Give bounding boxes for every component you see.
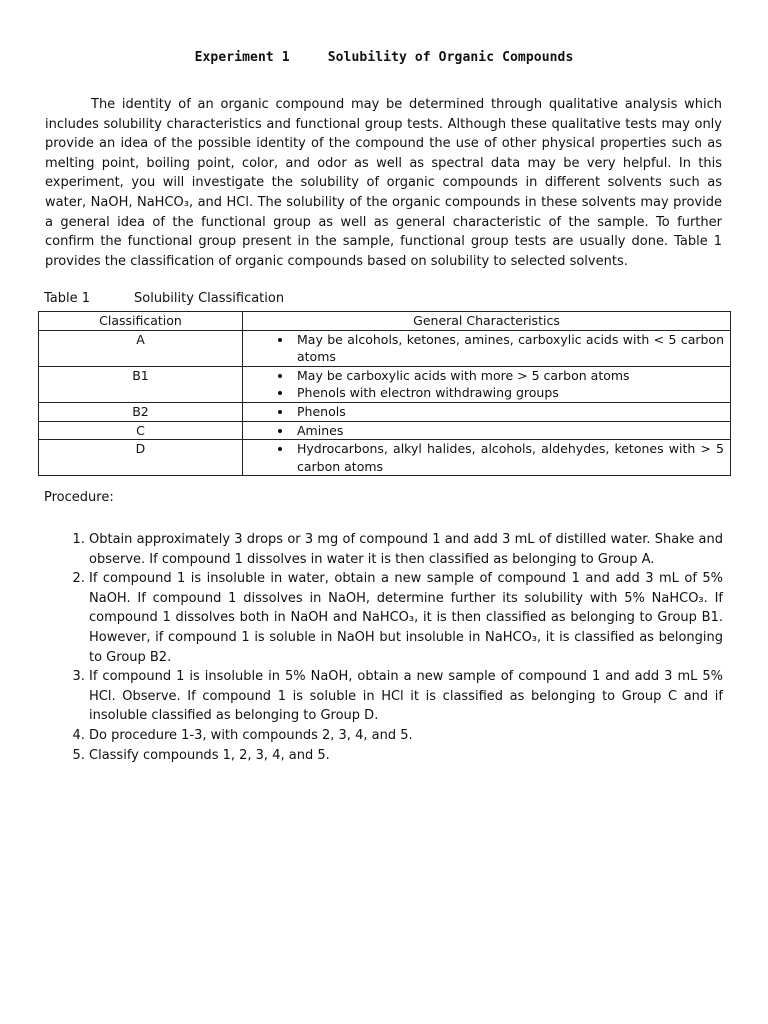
experiment-title: Solubility of Organic Compounds [327, 50, 574, 65]
table-caption [44, 291, 284, 306]
table-row [39, 421, 731, 440]
procedure-step: 1. Obtain approximately 3 drops or 3 mg of compound 1 and add 3 mL of distilled water. Shake and observe. If compound 1 dissolves in water it is then classified as belonging to Group A. [89, 530, 723, 569]
procedure-list [45, 530, 723, 765]
classification-cell: A [39, 330, 243, 366]
procedure-step: 4. Do procedure 1-3, with compounds 2, 3, 4, and 5. [89, 726, 723, 746]
characteristic-item: • May be alcohols, ketones, amines, carboxylic acids with < 5 carbon atoms [293, 331, 724, 366]
table-row [39, 366, 731, 402]
characteristic-item: • Phenols [293, 403, 724, 421]
classification-cell: C [39, 421, 243, 440]
experiment-number: Experiment 1 [194, 50, 290, 65]
characteristic-item: • Amines [293, 422, 724, 440]
table-label: Table 1 [44, 291, 91, 306]
characteristic-item: • Phenols with electron withdrawing groups [293, 384, 724, 402]
table-row [39, 330, 731, 366]
procedure-heading: Procedure: [44, 490, 114, 505]
table-header-row [39, 312, 731, 331]
characteristic-item: • May be carboxylic acids with more > 5 carbon atoms [293, 367, 724, 385]
characteristics-cell [243, 402, 731, 421]
header-general-characteristics: General Characteristics [243, 312, 731, 331]
characteristics-cell [243, 440, 731, 476]
solubility-table [38, 311, 731, 476]
classification-cell: D [39, 440, 243, 476]
classification-cell: B2 [39, 402, 243, 421]
classification-cell: B1 [39, 366, 243, 402]
table-caption-text: Solubility Classification [134, 291, 285, 306]
procedure-step: 5. Classify compounds 1, 2, 3, 4, and 5. [89, 746, 723, 766]
characteristics-cell [243, 330, 731, 366]
procedure-step: 2. If compound 1 is insoluble in water, obtain a new sample of compound 1 and add 3 mL of 5% NaOH. If compound 1 dissolves in NaOH, determine further its solubility with 5% NaHCO₃. If compound 1 dissolves both in NaOH and NaHCO₃, it is then classified as belonging to Group B1. However, if compound 1 is soluble in NaOH but insoluble in NaHCO₃, it is classified as belonging to Group B2. [89, 569, 723, 667]
characteristics-cell [243, 421, 731, 440]
characteristics-cell [243, 366, 731, 402]
procedure-step: 3. If compound 1 is insoluble in 5% NaOH, obtain a new sample of compound 1 and add 3 mL 5% HCl. Observe. If compound 1 is soluble in HCl it is classified as belonging to Group C and if insoluble classified as belonging to Group D. [89, 667, 723, 726]
intro-paragraph: The identity of an organic compound may be determined through qualitative analysis which includes solubility characteristics and functional group tests. Although these qualitative tests may only provide an idea of the possible identity of the compound the use of other physical properties such as melting point, boiling point, color, and odor as well as spectral data may be very helpful. In this experiment, you will investigate the solubility of organic compounds in different solvents such as water, NaOH, NaHCO₃, and HCl. The solubility of the organic compounds in these solvents may provide a general idea of the functional group as well as general characteristic of the sample. To further confirm the functional group present in the sample, functional group tests are usually done. Table 1 provides the classification of organic compounds based on solubility to selected solvents. [45, 97, 722, 269]
document-title [0, 50, 768, 65]
characteristic-item: • Hydrocarbons, alkyl halides, alcohols, aldehydes, ketones with > 5 carbon atoms [293, 440, 724, 475]
table-row [39, 440, 731, 476]
header-classification: Classification [39, 312, 243, 331]
table-row [39, 402, 731, 421]
